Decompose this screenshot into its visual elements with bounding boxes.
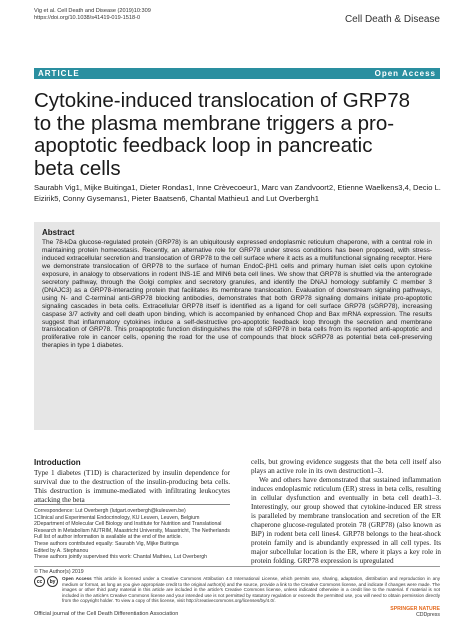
- license-text: [62, 576, 440, 604]
- copyright-text: © The Author(s) 2019: [34, 569, 84, 575]
- article-title: Cytokine-induced translocation of GRP78 to the plasma membrane triggers a pro-apoptotic feedback loop in pancreatic beta cells: [34, 89, 411, 180]
- article-type-bar: [34, 68, 440, 79]
- official-journal-note: Official journal of the Cell Death Differentiation Association: [34, 611, 179, 617]
- intro-paragraph-right-2: We and others have demonstrated that sustained inflammation induces endoplasmic reticulum (ER) stress in beta cells, resulting in cellular dysfunction and eventually in beta cell death1–3. Interestingly, our group showed that cytokine-induced ER stress is paralleled by membrane translocation and secretion of the ER chaperone glucose-regulated protein 78 (GRP78) (also known as BiP) in rodent beta cell lines4. GRP78 belongs to the heat-shock protein family and is abundantly expressed in all cell types. Its major subcellular location is the ER, where it plays a key role in protein folding. GRP78 expression is upregulated: [251, 476, 441, 565]
- abstract-text: The 78-kDa glucose-regulated protein (GRP78) is an ubiquitously expressed endoplasmic reticulum chaperone, with a central role in maintaining protein homeostasis. Recently, an alternative role for GRP78 under stress conditions has been proposed, with stress-induced extracellular secretion and translocation of GRP78 to the cell surface where it acts as a multifunctional signaling receptor. Here we demonstrate translocation of GRP78 to the surface of human EndoC-βH1 cells and primary human islet cells upon cytokine exposure, in analogy to observations in rodent INS-1E and MIN6 beta cell lines. We show that GRP78 is shuttled via the anterograde secretory pathway, through the Golgi complex and secretory granules, and identify the DNAJ homology subfamily C member 3 (DNAJC3) as a GRP78-interacting protein that facilitates its membrane translocation. Evaluation of downstream signaling pathways, using N- and C-terminal anti-GRP78 blocking antibodies, demonstrates that both GRP78 signaling domains initiate pro-apoptotic signaling cascades in beta cells. Extracellular GRP78 itself is identified as a ligand for cell surface GRP78 (sGRP78), increasing caspase 3/7 activity and cell death upon binding, which is accompanied by enhanced Chop and Bax mRNA expression. The results suggest that inflammatory cytokines induce a self-destructive pro-apoptotic feedback loop through the secretion and membrane translocation of GRP78. This proapoptotic function distinguishes the role of sGRP78 in beta cells from its reported anti-apoptotic and proliferative role in cancer cells, opening the road for the use of compounds that block sGRP78 as potential beta cell-preserving therapies in type 1 diabetes.: [42, 239, 432, 350]
- license-body: This article is licensed under a Creative Commons Attribution 4.0 International License, which permits use, sharing, adaptation, distribution and reproduction in any medium or format, as long as you give appropriate credit to the original author(s) and the source, provide a link to the Creative Commons license, and indicate if changes were made. The images or other third party material in this article are included in the article's Creative Commons license, unless indicated otherwise in a credit line to the material. If material is not included in the article's Creative Commons license and your intended use is not permitted by statutory regulation or exceeds the permitted use, you will need to obtain permission directly from the copyright holder. To view a copy of this license, visit http://creativecommons.org/licenses/by/4.0/.: [62, 576, 440, 604]
- equal-contribution-note: These authors contributed equally: Saurabh Vig, Mijke Buitinga: [34, 540, 179, 547]
- springer-nature-logo: SPRINGER NATURE: [390, 606, 440, 612]
- author-list: Saurabh Vig1, Mijke Buitinga1, Dieter Rondas1, Inne Crèvecoeur1, Marc van Zandvoort2, Etienne Waelkens3,4, Decio L. Eizirik5, Conny Gysemans1, Pieter Baatsen6, Chantal Mathieu1 and Lut Overbergh1: [34, 183, 441, 203]
- cddpress-logo: CDDpress: [416, 612, 440, 618]
- open-access-label: Open Access: [374, 69, 436, 78]
- journal-name: Cell Death & Disease: [344, 14, 440, 25]
- edited-by-note: Edited by A. Stephanou: [34, 547, 89, 554]
- footer-divider: [34, 566, 440, 567]
- left-column: [34, 458, 230, 505]
- introduction-heading: Introduction: [34, 458, 81, 467]
- footnotes: [34, 504, 230, 561]
- article-label: ARTICLE: [38, 69, 80, 78]
- citation-line: Vig et al. Cell Death and Disease (2019)10:309: [34, 8, 151, 14]
- citation-block: [34, 8, 151, 22]
- abstract-heading: Abstract: [42, 228, 75, 237]
- affiliation-more: Full list of author information is available at the end of the article.: [34, 534, 182, 541]
- affiliation-2: 2Department of Molecular Cell Biology and Institute for Nutrition and Translational Research in Metabolism NUTRIM, Maastricht University, Maastricht, The Netherlands: [34, 521, 230, 534]
- right-column: [251, 458, 441, 566]
- intro-paragraph-left: Type 1 diabetes (T1D) is characterized by insulin dependence for survival due to the destruction of the insulin-producing beta cells. This destruction is immune-mediated with infiltrating leukocytes attacking the beta: [34, 469, 230, 504]
- supervision-note: These authors jointly supervised this work: Chantal Mathieu, Lut Overbergh: [34, 554, 208, 561]
- license-logos[interactable]: [34, 576, 58, 587]
- doi-link[interactable]: https://doi.org/10.1038/s41419-019-1518-0: [34, 15, 141, 21]
- license-label: Open Access: [62, 576, 92, 581]
- intro-paragraph-right-1: cells, but growing evidence suggests that the beta cell itself also plays an active role in its own destruction1–3.: [251, 458, 441, 475]
- affiliation-1: 1Clinical and Experimental Endocrinology, KU Leuven, Leuven, Belgium: [34, 514, 200, 521]
- creative-commons-icon: cc: [34, 576, 45, 587]
- attribution-icon: by: [47, 576, 58, 587]
- correspondence-note[interactable]: Correspondence: Lut Overbergh (lutgart.overbergh@kuleuven.be): [34, 508, 186, 514]
- abstract-box: [34, 222, 440, 430]
- open-access-license: [34, 576, 440, 604]
- publisher-logo: [390, 606, 440, 618]
